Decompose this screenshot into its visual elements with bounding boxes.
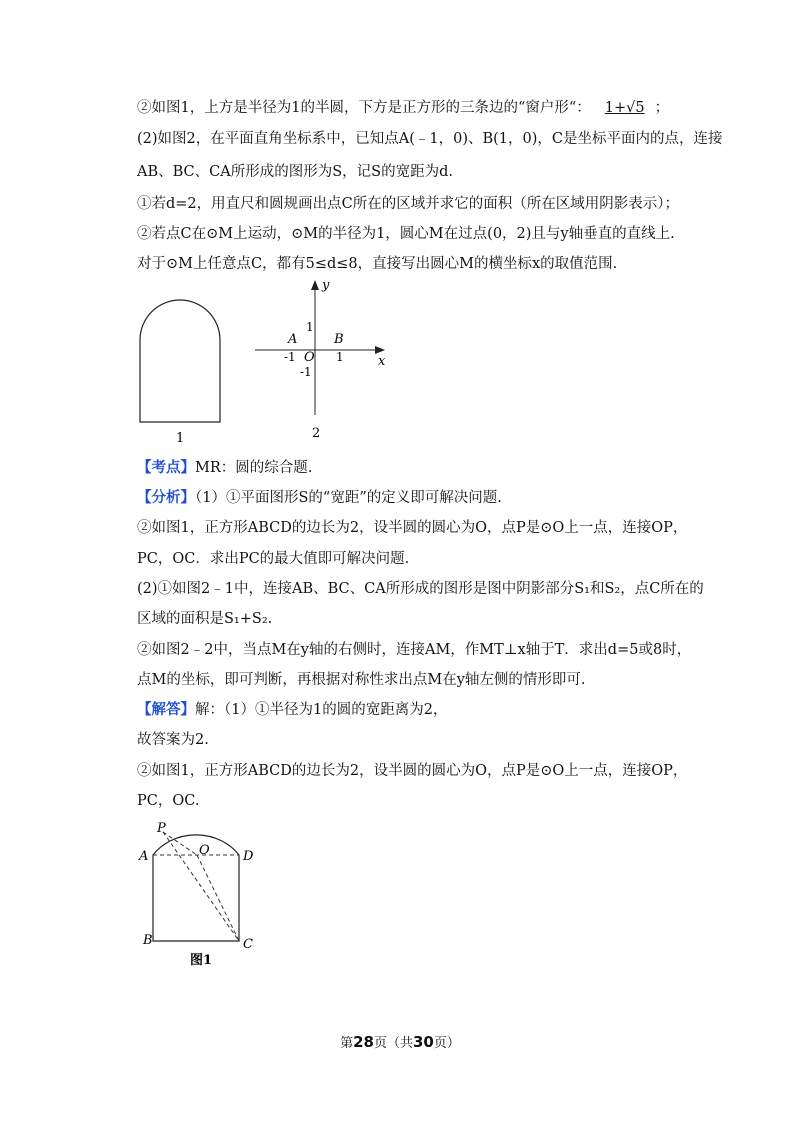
text-line: ②如图2﹣2中，当点M在y轴的右侧时，连接AM，作MT⊥x轴于T．求出d=5或8时，	[137, 642, 692, 658]
text-line: 点M的坐标，即可判断，再根据对称性求出点M在y轴左侧的情形即可.	[137, 672, 586, 688]
figure-3-caption: 图1	[190, 953, 213, 968]
text-line: (2)如图2，在平面直角坐标系中，已知点A(﹣1，0)、B(1，0)，C是坐标平面内的点，连接	[137, 131, 723, 147]
svg-text:B: B	[334, 332, 344, 347]
text-line: 故答案为2.	[137, 732, 209, 748]
page-number: 28	[353, 1033, 374, 1051]
text-line: ①若d=2，用直尺和圆规画出点C所在的区域并求它的面积（所在区域用阴影表示）；	[137, 196, 679, 212]
svg-text:B: B	[143, 933, 153, 948]
figure-2-axes	[250, 275, 400, 445]
figure-1-window	[130, 290, 240, 450]
tag-kaodian: 【考点】	[137, 459, 195, 476]
svg-text:1: 1	[336, 350, 344, 364]
text-line: (2)①如图2﹣1中，连接AB、BC、CA所形成的图形是图中阴影部分S₁和S₂，点C所在的	[137, 581, 704, 597]
text-line: 【分析】（1）①平面图形S的“宽距”的定义即可解决问题.	[137, 489, 502, 506]
svg-text:-1: -1	[300, 365, 312, 379]
svg-text:A: A	[139, 849, 149, 864]
page-total: 30	[413, 1033, 434, 1051]
tag-fenxi: 【分析】	[137, 489, 195, 506]
figure-3-solution	[135, 812, 270, 972]
text-line: 区域的面积是S₁+S₂.	[137, 611, 273, 627]
answer-blank: 1+√5	[604, 100, 645, 116]
svg-text:-1: -1	[284, 350, 296, 364]
svg-text:D: D	[243, 849, 254, 864]
svg-text:y: y	[322, 278, 330, 293]
text-line: PC，OC.	[137, 793, 200, 809]
text-line: 对于⊙M上任意点C，都有5≤d≤8，直接写出圆心M的横坐标x的取值范围.	[137, 256, 618, 272]
svg-text:C: C	[243, 937, 253, 952]
svg-text:O: O	[304, 350, 315, 365]
text-line: ②若点C在⊙M上运动，⊙M的半径为1，圆心M在过点(0，2)且与y轴垂直的直线上.	[137, 226, 675, 242]
text-line: 【考点】MR：圆的综合题.	[137, 459, 313, 476]
svg-text:O: O	[199, 843, 210, 858]
text-line: ②如图1，正方形ABCD的边长为2，设半圆的圆心为O，点P是⊙O上一点，连接OP，	[137, 520, 688, 536]
text-line: ②如图1，上方是半径为1的半圆，下方是正方形的三条边的“窗户形“： 1+√5 ；	[137, 100, 670, 116]
text-line: 【解答】解：（1）①半径为1的圆的宽距离为2，	[137, 701, 448, 718]
page-footer: 第28页（共30页）	[340, 1033, 460, 1051]
svg-text:P: P	[157, 821, 166, 836]
text-line: AB、BC、CA所形成的图形为S，记S的宽距为d.	[137, 164, 453, 180]
tag-jieda: 【解答】	[137, 701, 195, 718]
figure-2-caption: 2	[312, 426, 321, 441]
text-line: ②如图1，正方形ABCD的边长为2，设半圆的圆心为O，点P是⊙O上一点，连接OP，	[137, 763, 688, 779]
svg-text:1: 1	[306, 320, 314, 334]
figure-1-caption: 1	[176, 431, 185, 446]
svg-text:x: x	[378, 354, 386, 369]
text-line: PC，OC．求出PC的最大值即可解决问题.	[137, 551, 410, 567]
svg-text:A: A	[288, 332, 298, 347]
